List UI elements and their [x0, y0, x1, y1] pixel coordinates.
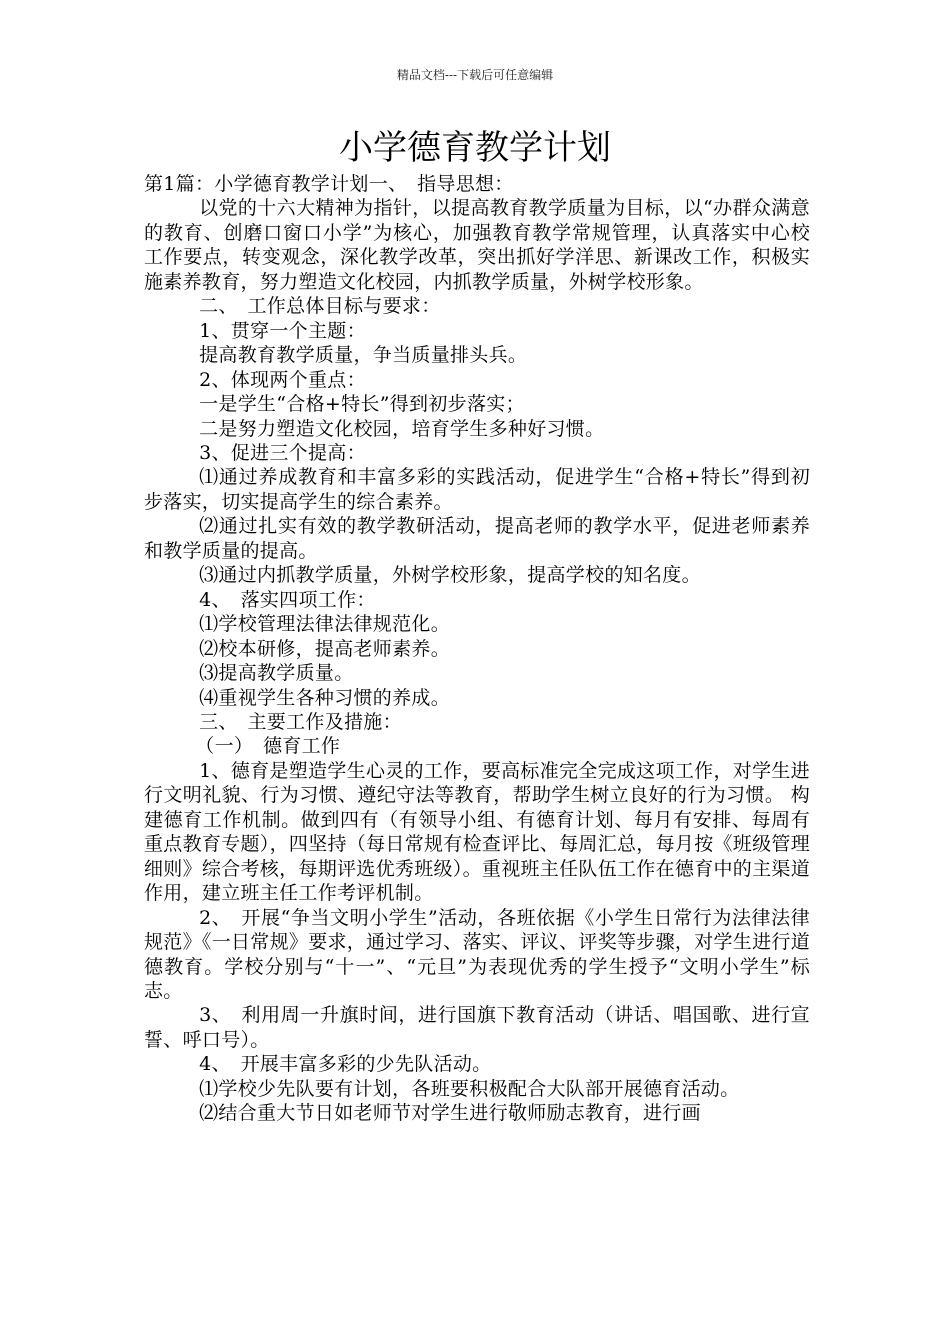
paragraph: 3、 利用周一升旗时间，进行国旗下教育活动（讲话、唱国歌、进行宣誓、呼口号）。: [144, 1004, 810, 1051]
paragraph: 三、 主要工作及措施：: [199, 710, 402, 733]
paragraph: 4、 开展丰富多彩的少先队活动。: [199, 1053, 492, 1076]
paragraph: 第1篇：小学德育教学计划一、 指导思想：: [144, 173, 514, 195]
paragraph: （一） 德育工作: [195, 735, 341, 758]
paragraph: 4、 落实四项工作：: [199, 588, 376, 611]
paragraph: ⑷重视学生各种习惯的养成。: [199, 686, 450, 709]
paragraph: 1、德育是塑造学生心灵的工作，要高标准完全完成这项工作，对学生进行文明礼貌、行为习惯、遵纪守法等教育，帮助学生树立良好的行为习惯。 构建德育工作机制。做到四有（有领导小组、有德育计划、每月有安排、每周有重点教育专题），四坚持（每日常规有检查评比、每周汇总，每月按《班级管理细则》综合考核，每期评选优秀班级）。重视班主任队伍工作在德育中的主渠道作用，建立班主任工作考评机制。: [144, 759, 811, 905]
paragraph: ⑶通过内抓教学质量，外树学校形象，提高学校的知名度。: [199, 564, 701, 587]
paragraph: 以党的十六大精神为指针，以提高教育教学质量为目标，以“办群众满意的教育、创磨口窗口小学”为核心，加强教育教学常规管理，认真落实中心校工作要点，转变观念，深化教学改革，突出抓好学洋思、新课改工作，积极实施素养教育，努力塑造文化校园，内抓教学质量，外树学校形象。: [144, 197, 810, 293]
paragraph: ⑴学校管理法律法律规范化。: [199, 613, 450, 636]
paragraph: 二、 工作总体目标与要求：: [199, 295, 441, 318]
document-title: 小学德育教学计划: [339, 128, 611, 168]
paragraph: ⑴学校少先队要有计划，各班要积极配合大队部开展德育活动。: [199, 1077, 740, 1100]
paragraph: ⑵结合重大节日如老师节对学生进行敬师励志教育，进行画: [199, 1102, 701, 1125]
paragraph: ⑴通过养成教育和丰富多彩的实践活动，促进学生“合格+特长”得到初步落实，切实提高学生的综合素养。: [144, 466, 810, 513]
document-body: [144, 172, 810, 1126]
paragraph: 2、 开展“争当文明小学生”活动，各班依据《小学生日常行为法律法律规范》《一日常规》要求，通过学习、落实、评议、评奖等步骤，对学生进行道德教育。学校分别与“十一”、“元旦”为表现优秀的学生授予“文明小学生”标志。: [144, 906, 811, 1002]
paragraph: ⑵校本研修，提高老师素养。: [199, 637, 450, 660]
paragraph: 1、贯穿一个主题：: [199, 319, 366, 342]
paragraph: 提高教育教学质量，争当质量排头兵。: [199, 344, 528, 367]
paragraph: 2、体现两个重点：: [199, 368, 366, 391]
page-header: 精品文档---下载后可任意编辑: [396, 68, 554, 82]
paragraph: 二是努力塑造文化校园，培育学生多种好习惯。: [199, 417, 605, 440]
paragraph: 3、促进三个提高：: [199, 441, 366, 464]
paragraph: ⑵通过扎实有效的教学教研活动，提高老师的教学水平，促进老师素养和教学质量的提高。: [144, 515, 810, 562]
paragraph: ⑶提高教学质量。: [199, 662, 354, 685]
paragraph: 一是学生“合格+特长”得到初步落实；: [199, 393, 525, 416]
